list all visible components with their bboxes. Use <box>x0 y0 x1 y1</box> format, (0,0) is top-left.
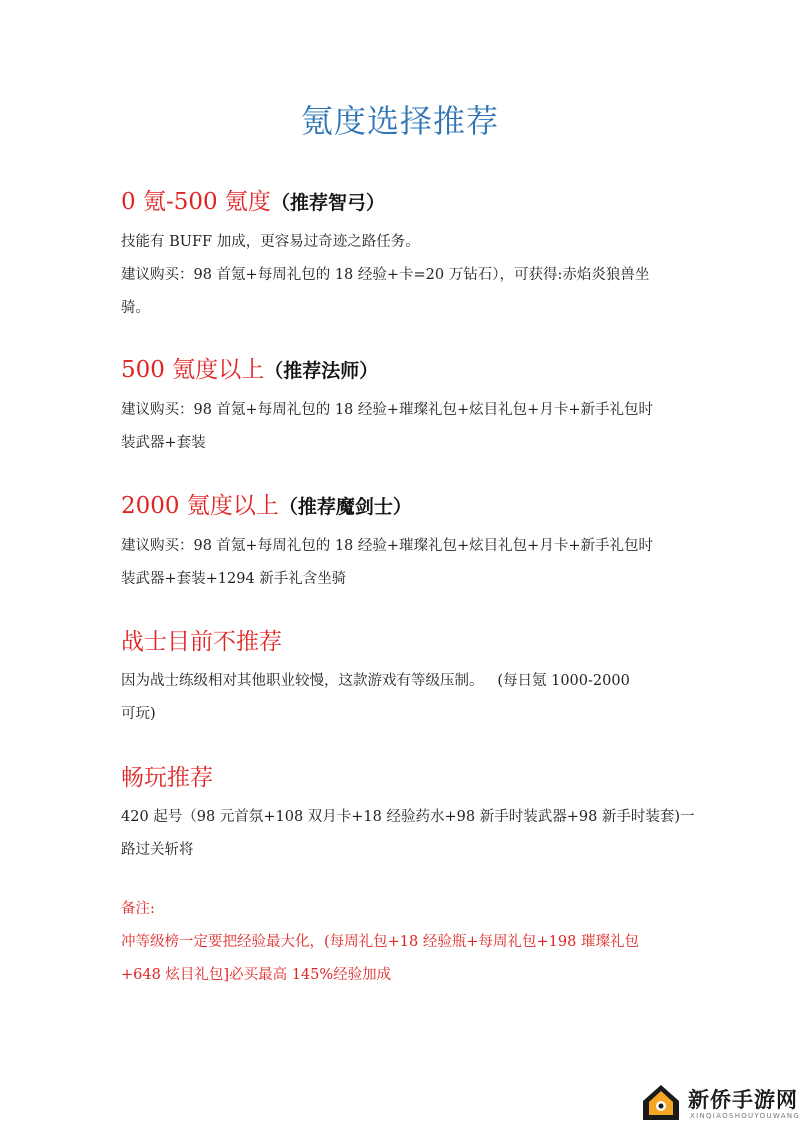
section-heading-note: （推荐法师） <box>264 360 379 382</box>
section-warrior <box>121 627 721 731</box>
section-heading-note: （推荐魔剑士） <box>278 496 412 518</box>
section-casual <box>121 763 721 867</box>
section-heading <box>121 491 721 522</box>
section-line: 装武器+套装 <box>121 435 206 451</box>
section-line: 建议购买：98 首氪+每周礼包的 18 经验+璀璨礼包+炫目礼包+月卡+新手礼包时 <box>121 402 653 418</box>
section-heading <box>121 763 721 793</box>
section-heading-text: 战士目前不推荐 <box>121 629 282 655</box>
section-heading-text: 畅玩推荐 <box>121 765 213 791</box>
section-heading-text: 0 氪-500 氪度 <box>121 189 271 215</box>
watermark-logo <box>638 1080 798 1130</box>
section-line: 技能有 BUFF 加成，更容易过奇迹之路任务。 <box>121 234 420 250</box>
note-label: 备注: <box>121 901 155 917</box>
section-heading-note: （推荐智弓） <box>270 192 385 214</box>
note-block <box>121 893 721 992</box>
section-line: 建议购买：98 首氪+每周礼包的 18 经验+卡=20 万钻石），可获得:赤焰炎狼兽坐 <box>121 267 650 283</box>
section-heading <box>121 627 721 657</box>
section-0-500 <box>121 187 721 325</box>
section-line: 因为战士练级相对其他职业较慢，这款游戏有等级压制。 (每日氪 1000-2000 <box>121 673 630 689</box>
note-line: +648 炫目礼包]必买最高 145%经验加成 <box>121 967 392 983</box>
note-line: 冲等级榜一定要把经验最大化，(每周礼包+18 经验瓶+每周礼包+198 璀璨礼包 <box>121 934 639 950</box>
section-line: 可玩) <box>121 706 156 722</box>
section-line: 骑。 <box>121 300 150 316</box>
section-heading-text: 500 氪度以上 <box>121 357 265 383</box>
section-heading <box>121 187 721 218</box>
page-title: 氪度选择推荐 <box>300 102 499 140</box>
section-line: 路过关斩将 <box>121 842 194 858</box>
section-line: 420 起号（98 元首氛+108 双月卡+18 经验药水+98 新手时装武器+98 新手时装套)一 <box>121 809 695 825</box>
section-2000-plus <box>121 491 721 596</box>
watermark-name: 新侨手游网 <box>688 1088 798 1112</box>
watermark-url: XINQIAOSHOUYOUWANG <box>690 1112 800 1120</box>
section-line: 建议购买：98 首氪+每周礼包的 18 经验+璀璨礼包+炫目礼包+月卡+新手礼包时 <box>121 538 653 554</box>
section-line: 装武器+套装+1294 新手礼含坐骑 <box>121 571 347 587</box>
section-heading <box>121 355 721 386</box>
section-500-plus <box>121 355 721 460</box>
section-heading-text: 2000 氪度以上 <box>121 493 279 519</box>
house-logo-icon <box>640 1082 682 1124</box>
